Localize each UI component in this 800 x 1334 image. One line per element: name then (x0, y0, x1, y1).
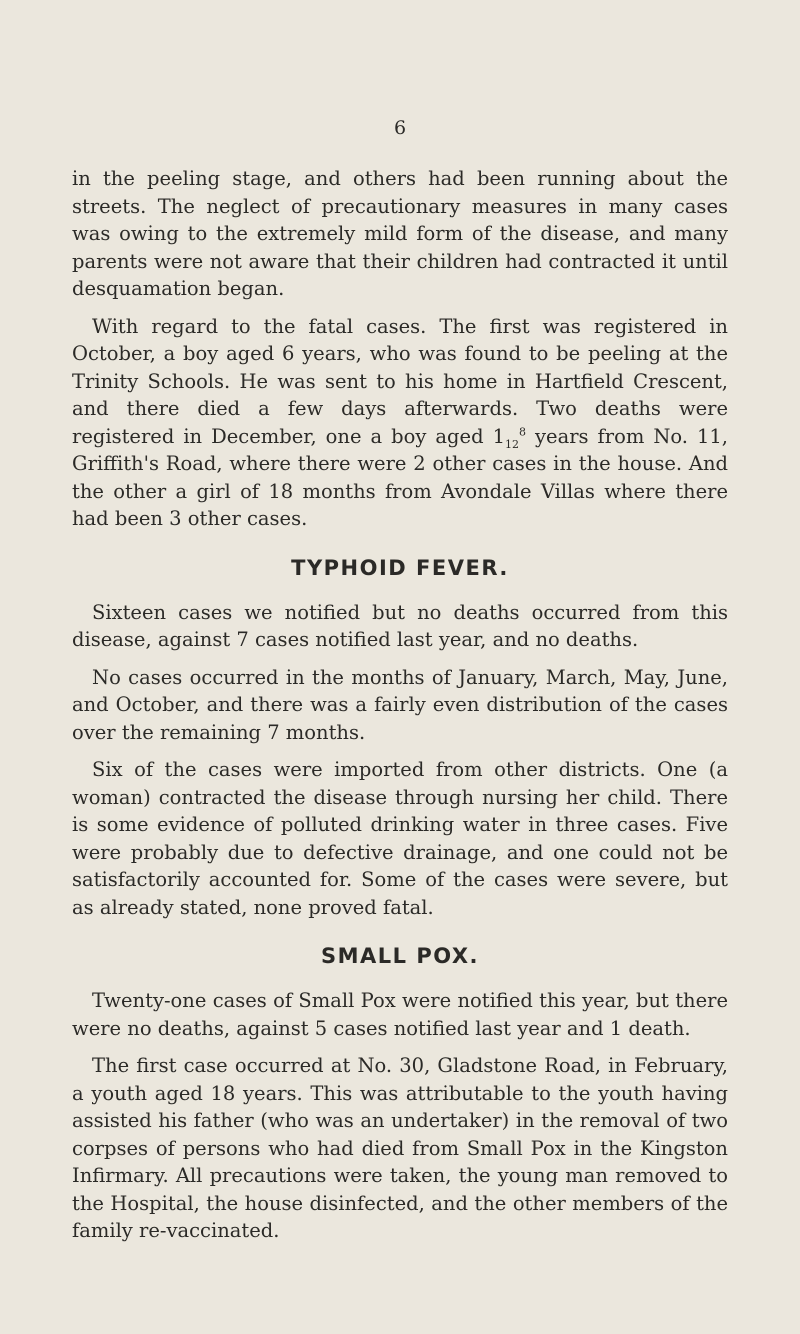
fraction-numerator: 8 (519, 425, 526, 438)
smallpox-paragraph: Twenty-one cases of Small Pox were notified this year, but there were no deaths, against 5 cases notified last year and 1 death. (72, 989, 728, 1040)
age-fraction (492, 424, 526, 451)
fatal-cases-text-rest: years from No. 11, Griffith's Road, where there were 2 other cases in the house. And the other a girl of 18 months from Avondale Villas where there had been 3 other cases. (72, 424, 729, 530)
typhoid-paragraph: Six of the cases were imported from other districts. One (a woman) contracted the disease through nursing her child. There is some evidence of polluted drinking water in three cases. Five were probably due to defective drainage, and one could not be satisfactorily accounted for. Some of the cases were severe, but as already stated, none proved fatal. (72, 758, 728, 919)
smallpox-heading: SMALL POX. (320, 944, 479, 968)
body-text (72, 165, 728, 1255)
page-number: 6 (393, 117, 407, 139)
smallpox-paragraph: The first case occurred at No. 30, Gladstone Road, in February, a youth aged 18 years. This was attributable to the youth having assisted his father (who was an undertaker) in the removal of two corpses of persons who had died from Small Pox in the Kingston Infirmary. All precautions were taken, the young man removed to the Hospital, the house disinfected, and the other members of the family re-vaccinated. (72, 1054, 728, 1242)
typhoid-paragraph: Sixteen cases we notified but no deaths occurred from this disease, against 7 cases notified last year, and no deaths. (72, 600, 728, 651)
fatal-cases-text: With regard to the fatal cases. The first was registered in October, a boy aged 6 years, who was found to be peeling at the Trinity Schools. He was sent to his home in Hartfield Crescent, and there died a few days afterwards. Two deaths were registered in December, one a boy aged (72, 314, 728, 448)
paragraph-peeling-stage: in the peeling stage, and others had been running about the streets. The neglect of precautionary measures in many cases was owing to the extremely mild form of the disease, and many parents were not aware that their children had contracted it until desquamation began. (72, 167, 728, 300)
typhoid-paragraph: No cases occurred in the months of January, March, May, June, and October, and there was a fairly even distribution of the cases over the remaining 7 months. (72, 665, 728, 744)
fraction-denominator: 12 (505, 437, 519, 451)
paragraph-fatal-cases (72, 313, 728, 533)
fraction-whole: 1 (492, 424, 505, 448)
typhoid-heading: TYPHOID FEVER. (291, 555, 509, 580)
